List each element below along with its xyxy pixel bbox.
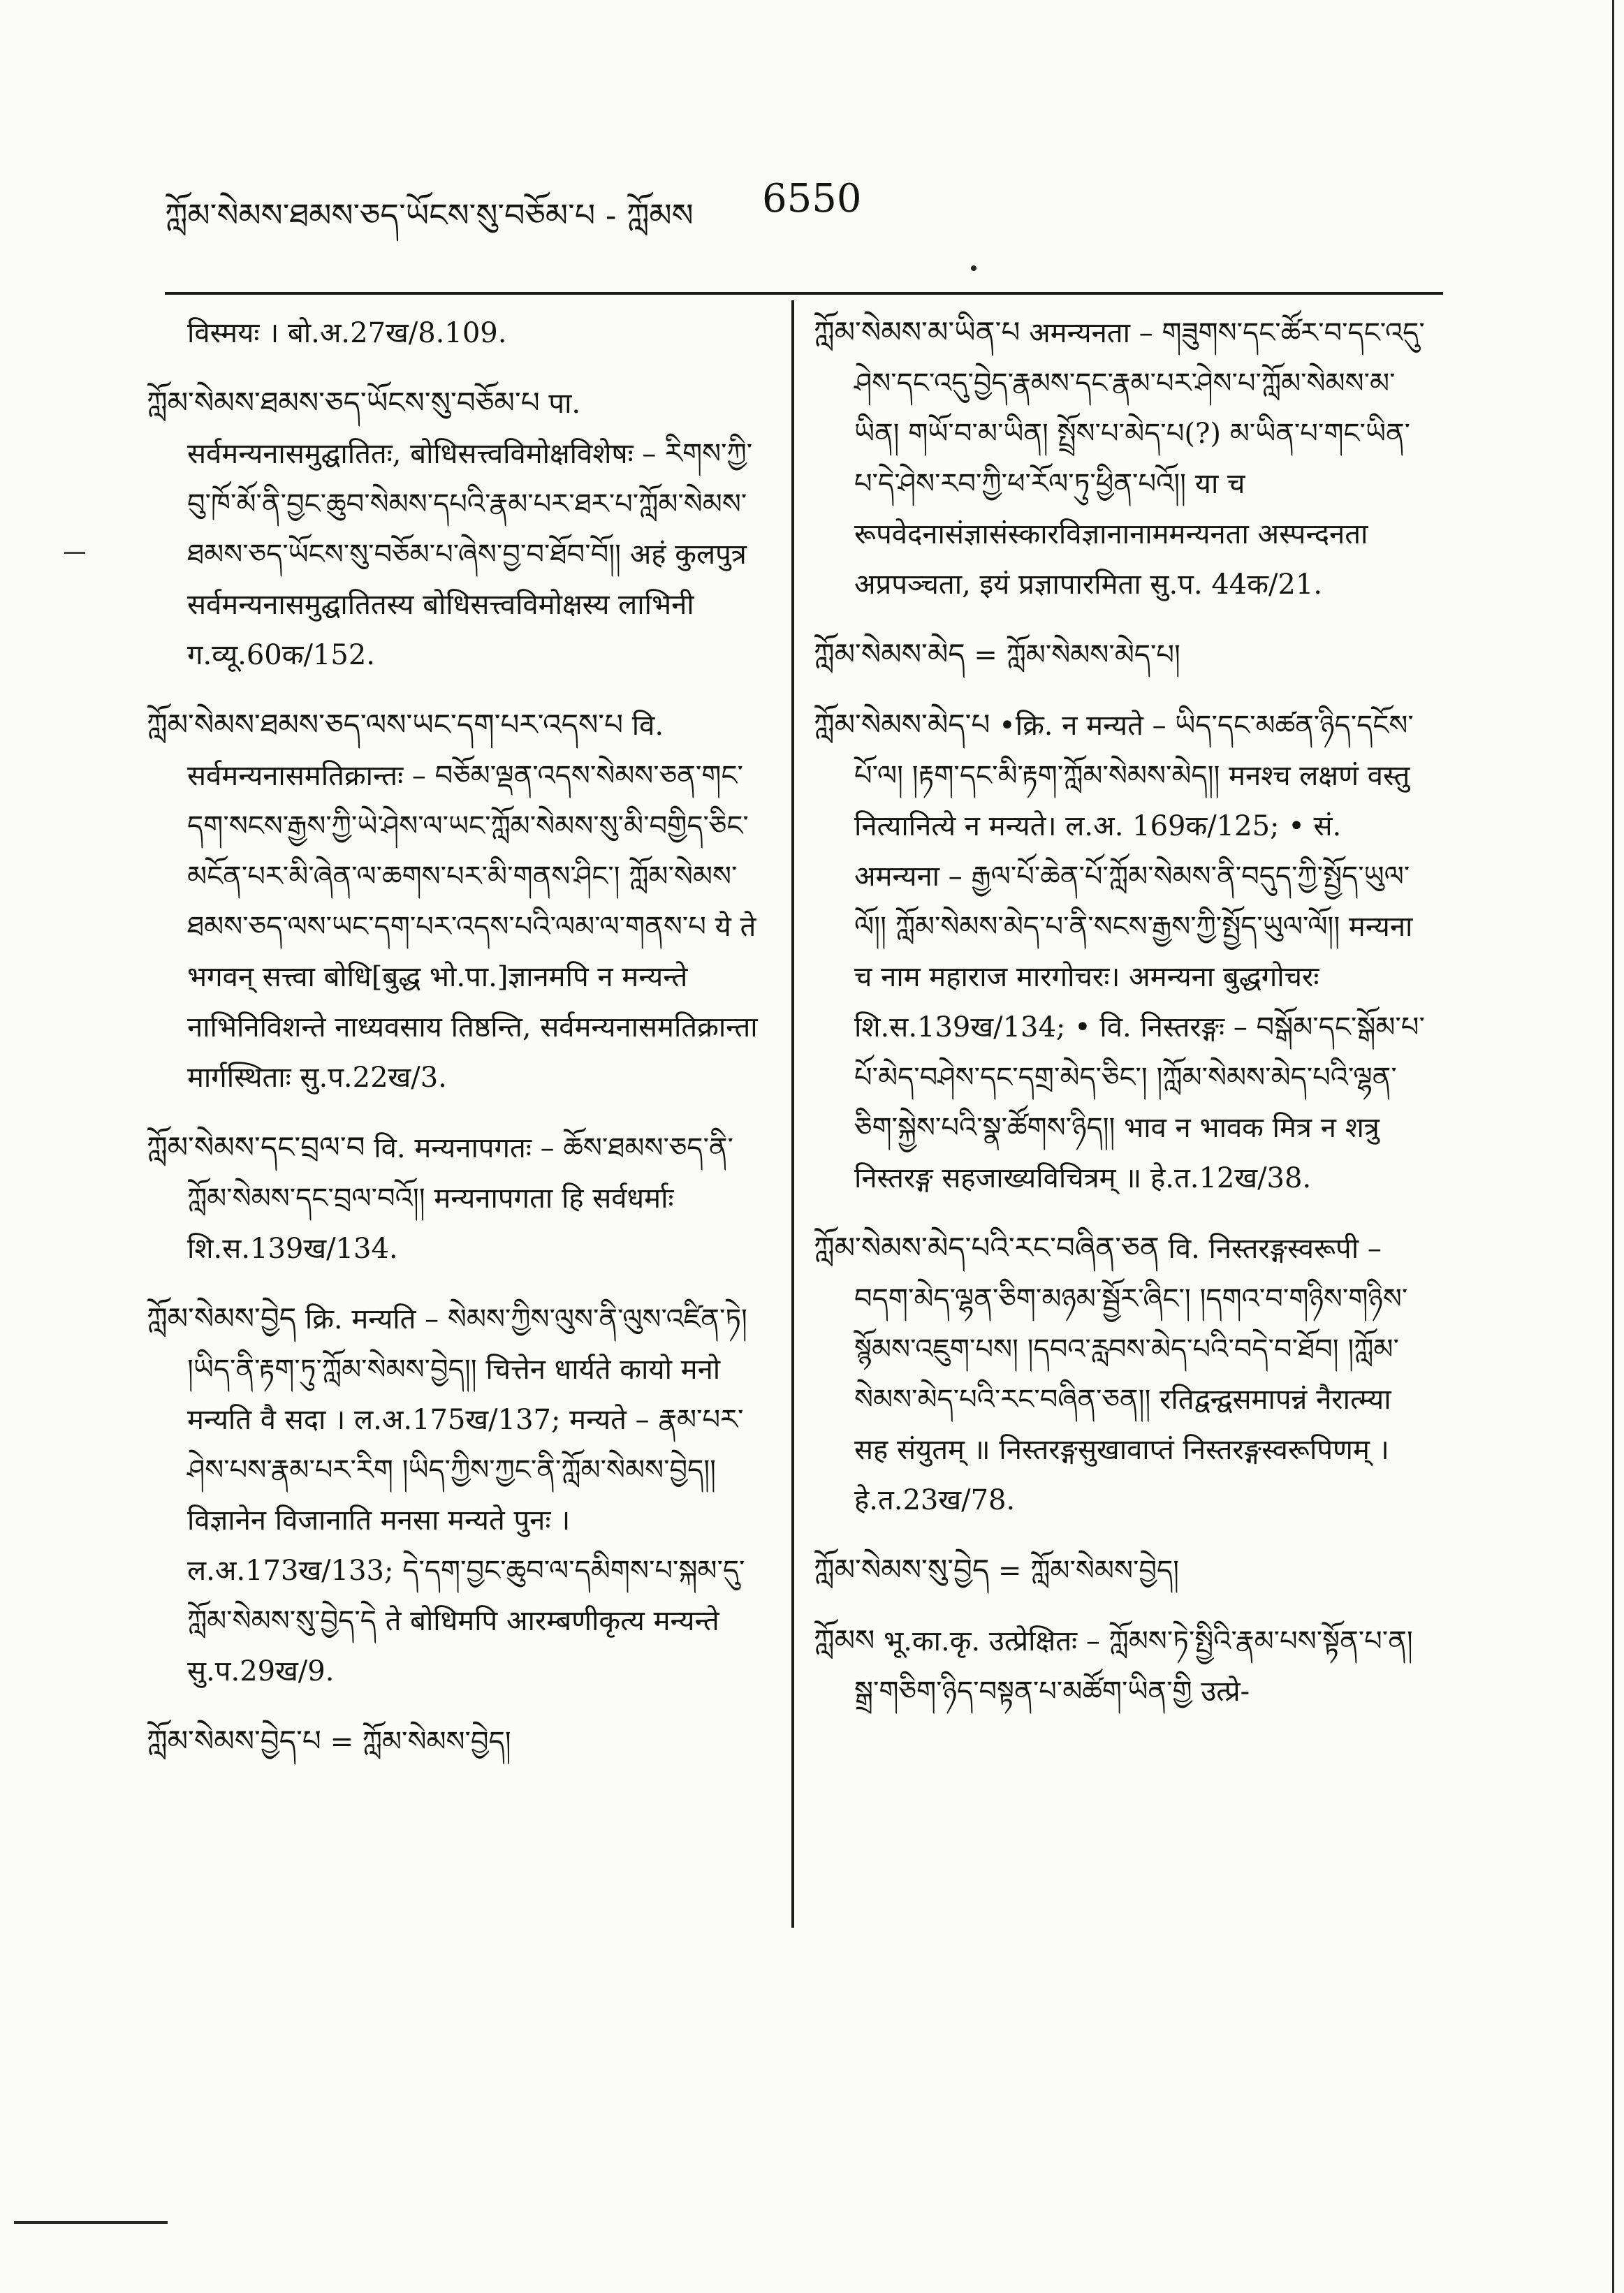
- entry-headword: ཀློམ་སེམས་དང་བྲལ་བ: [147, 1130, 365, 1164]
- margin-mark: [64, 552, 85, 554]
- entry-headword: ཀློམ་སེམས་མེད་པའི་རང་བཞིན་ཅན: [814, 1231, 1160, 1265]
- entry-text: अमन्यनता – གཟུགས་དང་ཚོར་བ་དང་འདུ་ཤེས་དང་འདུ་བྱེད་རྣམས་དང་རྣམ་པར་ཤེས་པ་ཀློམ་སེམས་མ་ཡིན། གཡོ་བ་མ་ཡིན། སྤྲོས་པ་མེད་པ(?) མ་ཡིན་པ་གང་ཡིན་པ་དེ་ཤེས་རབ་ཀྱི་ཕ་རོལ་ཏུ་ཕྱིན་པའོ།། या च रूपवेदनासंज्ञासंस्कारविज्ञानानाममन्यनता अस्पन्दनता अप्रपञ्चता, इयं प्रज्ञापारमिता सु.प. 44क/21.: [854, 317, 1425, 601]
- header-dot: [971, 265, 976, 271]
- entry-headword: ཀློམ་སེམས་མེད་པ: [814, 708, 990, 742]
- entry-text: वि. मन्यनापगतः – ཆོས་ཐམས་ཅད་ནི་ཀློམ་སེམས་དང་བྲལ་བའོ།། मन्यनापगता हि सर्वधर्माः शि.स.139ख/134.: [187, 1132, 733, 1265]
- entry-text: वि. निस्तरङ्गस्वरूपी – བདག་མེད་ལྷན་ཅིག་མཉམ་སྦྱོར་ཞིང་། །དགའ་བ་གཉིས་གཉིས་སྙོམས་འཇུག་པས། །དབའ་རླབས་མེད་པའི་བདེ་བ་ཐོབ། །ཀློམ་སེམས་མེད་པའི་རང་བཞིན་ཅན།། रतिद्वन्द्वसमापन्नं नैरात्म्या सह संयुतम् ॥ निस्तरङ्गसुखावाप्तं निस्तरङ्गस्वरूपिणम् । हे.त.23ख/78.: [854, 1233, 1408, 1516]
- page-number: 6550: [762, 176, 862, 221]
- entry-text: = ཀློམ་སེམས་བྱེད།: [321, 1726, 511, 1758]
- entry-text: क्रि. मन्यति – སེམས་ཀྱིས་ལུས་ནི་ལུས་འཛིན་ཏེ། །ཡིད་ནི་རྟག་ཏུ་ཀློམ་སེམས་བྱེད།། चित्तेन धार्यते कायो मनो मन्यति वै सदा । ल.अ.175ख/137; मन्यते – རྣམ་པར་ཤེས་པས་རྣམ་པར་རིག །ཡིད་ཀྱིས་ཀྱང་ནི་ཀློམ་སེམས་བྱེད།། विज्ञानेन विजानाति मनसा मन्यते पुनः । ल.अ.173ख/133; དེ་དག་བྱང་ཆུབ་ལ་དམིགས་པ་སྐམ་དུ་ཀློམ་སེམས་སུ་བྱེད་དེ ते बोधिमपि आरम्बणीकृत्य मन्यन्ते सु.प.29ख/9.: [187, 1303, 747, 1687]
- dictionary-entry: [147, 1716, 761, 1767]
- running-head: ཀློམ་སེམས་ཐམས་ཅད་ཡོངས་སུ་བཅོམ་པ - ཀློམས: [165, 196, 694, 234]
- entry-headword: ཀློམ་སེམས་བྱེད: [147, 1301, 297, 1335]
- column-divider: [791, 300, 794, 1928]
- entry-text: = ཀློམ་སེམས་བྱེད།: [989, 1555, 1180, 1587]
- entry-headword: ཀློམ་སེམས་སུ་བྱེད: [814, 1553, 990, 1587]
- footer-rule: [14, 2221, 168, 2224]
- page-edge: [1612, 0, 1614, 2293]
- dictionary-entry: [147, 700, 761, 1103]
- dictionary-entry: [147, 1122, 761, 1274]
- right-column: [814, 307, 1428, 1736]
- page-header: [165, 166, 1443, 236]
- entry-text: = ཀློམ་སེམས་མེད་པ།: [965, 639, 1180, 671]
- left-column: [147, 307, 761, 1787]
- dictionary-entry: [814, 1616, 1428, 1717]
- entry-text: वि. सर्वमन्यनासमतिक्रान्तः – བཅོམ་ལྡན་འདས་སེམས་ཅན་གང་དག་སངས་རྒྱས་ཀྱི་ཡེ་ཤེས་ལ་ཡང་ཀློམ་སེམས་སུ་མི་བགྱིད་ཅིང་མངོན་པར་མི་ཞེན་ལ་ཆགས་པར་མི་གནས་ཤིང་། ཀློམ་སེམས་ཐམས་ཅད་ལས་ཡང་དག་པར་འདས་པའི་ལམ་ལ་གནས་པ ये ते भगवन् सत्त्वा बोधि[बुद्ध भो.पा.]ज्ञानमपि न मन्यन्ते नाभिनिविशन्ते नाध्यवसाय तिष्ठन्ति, सर्वमन्यनासमतिक्रान्ता मार्गस्थिताः सु.प.22ख/3.: [187, 710, 758, 1094]
- dictionary-entry: [814, 307, 1428, 610]
- dictionary-entry: [814, 700, 1428, 1203]
- entry-headword: ཀློམ་སེམས་ཐམས་ཅད་ཡོངས་སུ་བཅོམ་པ: [147, 386, 540, 420]
- entry-headword: ཀློམ་སེམས་མེད: [814, 637, 965, 671]
- entry-text: विस्मयः । बो.अ.27ख/8.109.: [187, 317, 507, 349]
- entry-text: पा. सर्वमन्यनासमुद्घातितः, बोधिसत्त्वविमोक्षविशेषः – རིགས་ཀྱི་བུ་ཁོ་མོ་ནི་བྱང་ཆུབ་སེམས་དཔའི་རྣམ་པར་ཐར་པ་ཀློམ་སེམས་ཐམས་ཅད་ཡོངས་སུ་བཅོམ་པ་ཞེས་བྱ་བ་ཐོབ་བོ།། अहं कुलपुत्र सर्वमन्यनासमुद्घातितस्य बोधिसत्त्वविमोक्षस्य लाभिनी ग.व्यू.60क/152.: [187, 388, 753, 671]
- dictionary-entry: [147, 1294, 761, 1697]
- entry-headword: ཀློམ་སེམས་བྱེད་པ: [147, 1724, 321, 1758]
- entry-headword: ཀློམ་སེམས་ཐམས་ཅད་ལས་ཡང་དག་པར་འདས་པ: [147, 708, 624, 742]
- dictionary-entry: [814, 1545, 1428, 1596]
- dictionary-entry: [147, 307, 761, 358]
- header-rule: [165, 292, 1443, 295]
- entry-headword: ཀློམ་སེམས་མ་ཡིན་པ: [814, 315, 1021, 349]
- entry-text: भू.का.कृ. उत्प्रेक्षितः – ཀློམས་ཏེ་སྤྱིའི་རྣམ་པས་སྟོན་པ་ན། སྒྲ་གཅིག་ཉིད་བསྟན་པ་མཚོག་ཡིན་གྱི उत्प्रे-: [854, 1625, 1413, 1708]
- dictionary-entry: [814, 1223, 1428, 1525]
- entry-headword: ཀློམས: [814, 1623, 875, 1657]
- dictionary-entry: [147, 378, 761, 680]
- dictionary-entry: [814, 629, 1428, 680]
- entry-text: •क्रि. न मन्यते – ཡིད་དང་མཚན་ཉིད་དངོས་པོ་ལ། །རྟག་དང་མི་རྟག་ཀློམ་སེམས་མེད།། मनश्च लक्षणं वस्तु नित्यानित्ये न मन्यते। ल.अ. 169क/125; • सं. अमन्यना – རྒྱལ་པོ་ཆེན་པོ་ཀློམ་སེམས་ནི་བདུད་ཀྱི་སྤྱོད་ཡུལ་ལོ།། ཀློམ་སེམས་མེད་པ་ནི་སངས་རྒྱས་ཀྱི་སྤྱོད་ཡུལ་ལོ།། मन्यना च नाम महाराज मारगोचरः। अमन्यना बुद्धगोचरः शि.स.139ख/134; • वि. निस्तरङ्गः – བསྒོམ་དང་སྒོམ་པ་པོ་མེད་བཤེས་དང་དགྲ་མེད་ཅིང་། །ཀློམ་སེམས་མེད་པའི་ལྷན་ཅིག་སྐྱེས་པའི་སྣ་ཚོགས་ཉིད།། भाव न भावक मित्र न शत्रु निस्तरङ्ग सहजाख्यविचित्रम् ॥ हे.त.12ख/38.: [854, 710, 1425, 1194]
